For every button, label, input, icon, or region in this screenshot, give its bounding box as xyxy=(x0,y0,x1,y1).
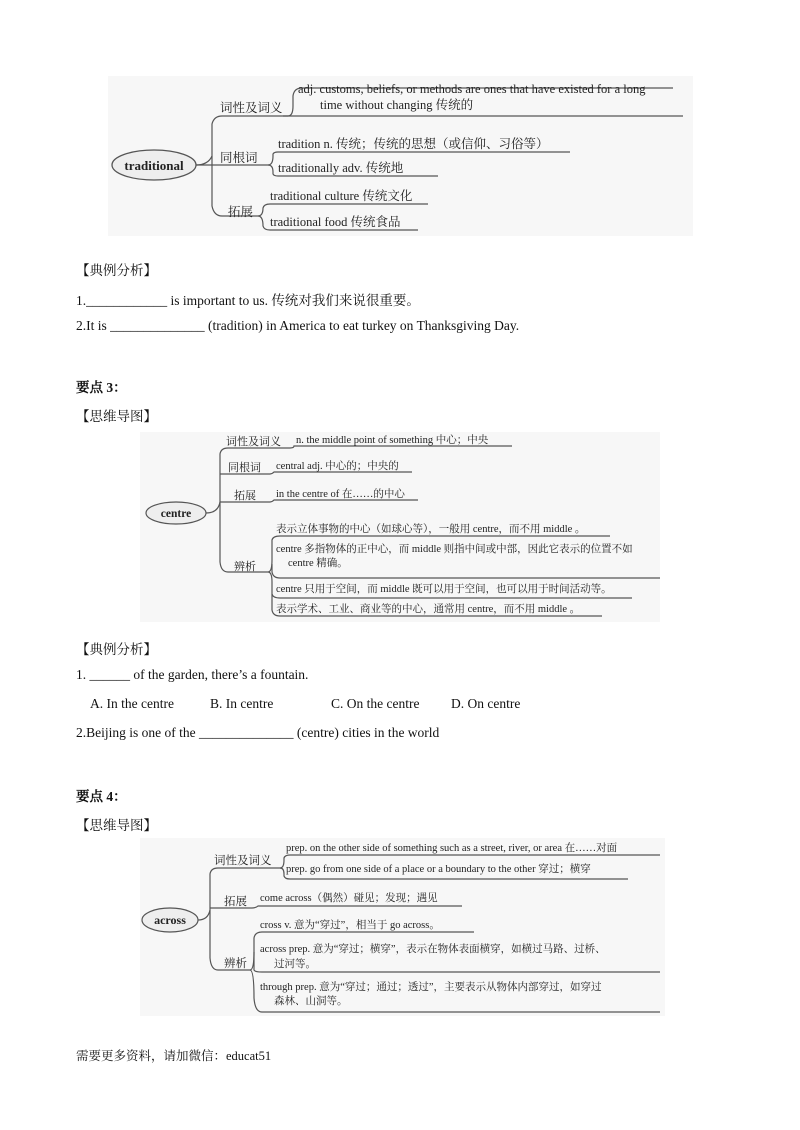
option-b: B. In centre xyxy=(210,696,274,711)
map2-item: in the centre of 在……的中心 xyxy=(276,489,405,500)
option-a: A. In the centre xyxy=(90,696,174,711)
map3-item: 森林、山洞等。 xyxy=(274,996,348,1007)
mindmap-across xyxy=(140,838,665,1016)
map2-item: centre 只用于空间，而 middle 既可以用于空间，也可以用于时间活动等。 xyxy=(276,584,612,595)
center-word: traditional xyxy=(124,158,184,173)
branch-label: 词性及词义 xyxy=(220,101,283,115)
map2-item: n. the middle point of something 中心；中央 xyxy=(296,435,489,446)
branch-label: 词性及词义 xyxy=(214,855,272,867)
footer-note: 需要更多资料，请加微信：educat51 xyxy=(76,1049,272,1063)
branch-label: 拓展 xyxy=(228,205,254,219)
map2-item: centre 多指物体的正中心，而 middle 则指中间或中部，因此它表示的位置不如 xyxy=(276,544,633,555)
example-title: 【典例分析】 xyxy=(76,263,157,278)
branch-label: 拓展 xyxy=(224,896,247,908)
map3-item: prep. on the other side of something such as a street, river, or area 在……对面 xyxy=(286,843,618,854)
branch-label: 辨析 xyxy=(224,958,247,970)
option-c: C. On the centre xyxy=(331,696,420,711)
mindmap-title: 【思维导图】 xyxy=(76,409,157,424)
map3-item: come across（偶然）碰见；发现；遇见 xyxy=(260,893,438,904)
map1-item: traditional food 传统食品 xyxy=(270,215,401,229)
question-2: 2.It is ______________ (tradition) in America to eat turkey on Thanksgiving Day. xyxy=(76,318,520,333)
center-word: across xyxy=(154,913,186,927)
section-heading: 要点 4： xyxy=(76,789,127,804)
map2-item: central adj. 中心的；中央的 xyxy=(276,461,399,472)
map2-item: centre 精确。 xyxy=(288,558,348,569)
map3-item: prep. go from one side of a place or a boundary to the other 穿过；横穿 xyxy=(286,864,591,875)
branch-label: 拓展 xyxy=(234,490,256,502)
section-heading: 要点 3： xyxy=(76,380,127,395)
map2-item: 表示学术、工业、商业等的中心，通常用 centre，而不用 middle 。 xyxy=(276,604,581,615)
map1-item: time without changing 传统的 xyxy=(320,98,474,112)
branch-label: 辨析 xyxy=(234,561,256,573)
center-word: centre xyxy=(160,508,192,520)
mindmap-traditional xyxy=(108,76,693,236)
map3-item: across prep. 意为“穿过；横穿”，表示在物体表面横穿，如横过马路、过桥、 xyxy=(260,944,606,955)
map1-item: traditional culture 传统文化 xyxy=(270,189,413,203)
branch-label: 同根词 xyxy=(228,462,261,474)
branch-label: 同根词 xyxy=(220,151,258,165)
mindmap-title: 【思维导图】 xyxy=(76,818,157,833)
map3-item: through prep. 意为“穿过；通过；透过”，主要表示从物体内部穿过，如穿过 xyxy=(260,982,602,993)
map1-item: tradition n. 传统；传统的思想（或信仰、习俗等） xyxy=(278,137,549,151)
question-2: 2.Beijing is one of the ______________ (centre) cities in the world xyxy=(76,725,440,740)
question-1: 1. ______ of the garden, there’s a fountain. xyxy=(76,667,309,682)
branch-label: 词性及词义 xyxy=(226,436,281,448)
question-1: 1.____________ is important to us. 传统对我们来说很重要。 xyxy=(76,293,420,308)
map1-item: adj. customs, beliefs, or methods are ones that have existed for a long xyxy=(298,82,646,96)
option-d: D. On centre xyxy=(451,696,521,711)
map3-item: cross v. 意为“穿过”，相当于 go across。 xyxy=(260,920,440,931)
mindmap-centre xyxy=(140,432,660,622)
map2-item: 表示立体事物的中心（如球心等），一般用 centre，而不用 middle 。 xyxy=(276,524,586,535)
example-title: 【典例分析】 xyxy=(76,642,157,657)
map3-item: 过河等。 xyxy=(274,959,316,970)
map1-item: traditionally adv. 传统地 xyxy=(278,161,404,175)
